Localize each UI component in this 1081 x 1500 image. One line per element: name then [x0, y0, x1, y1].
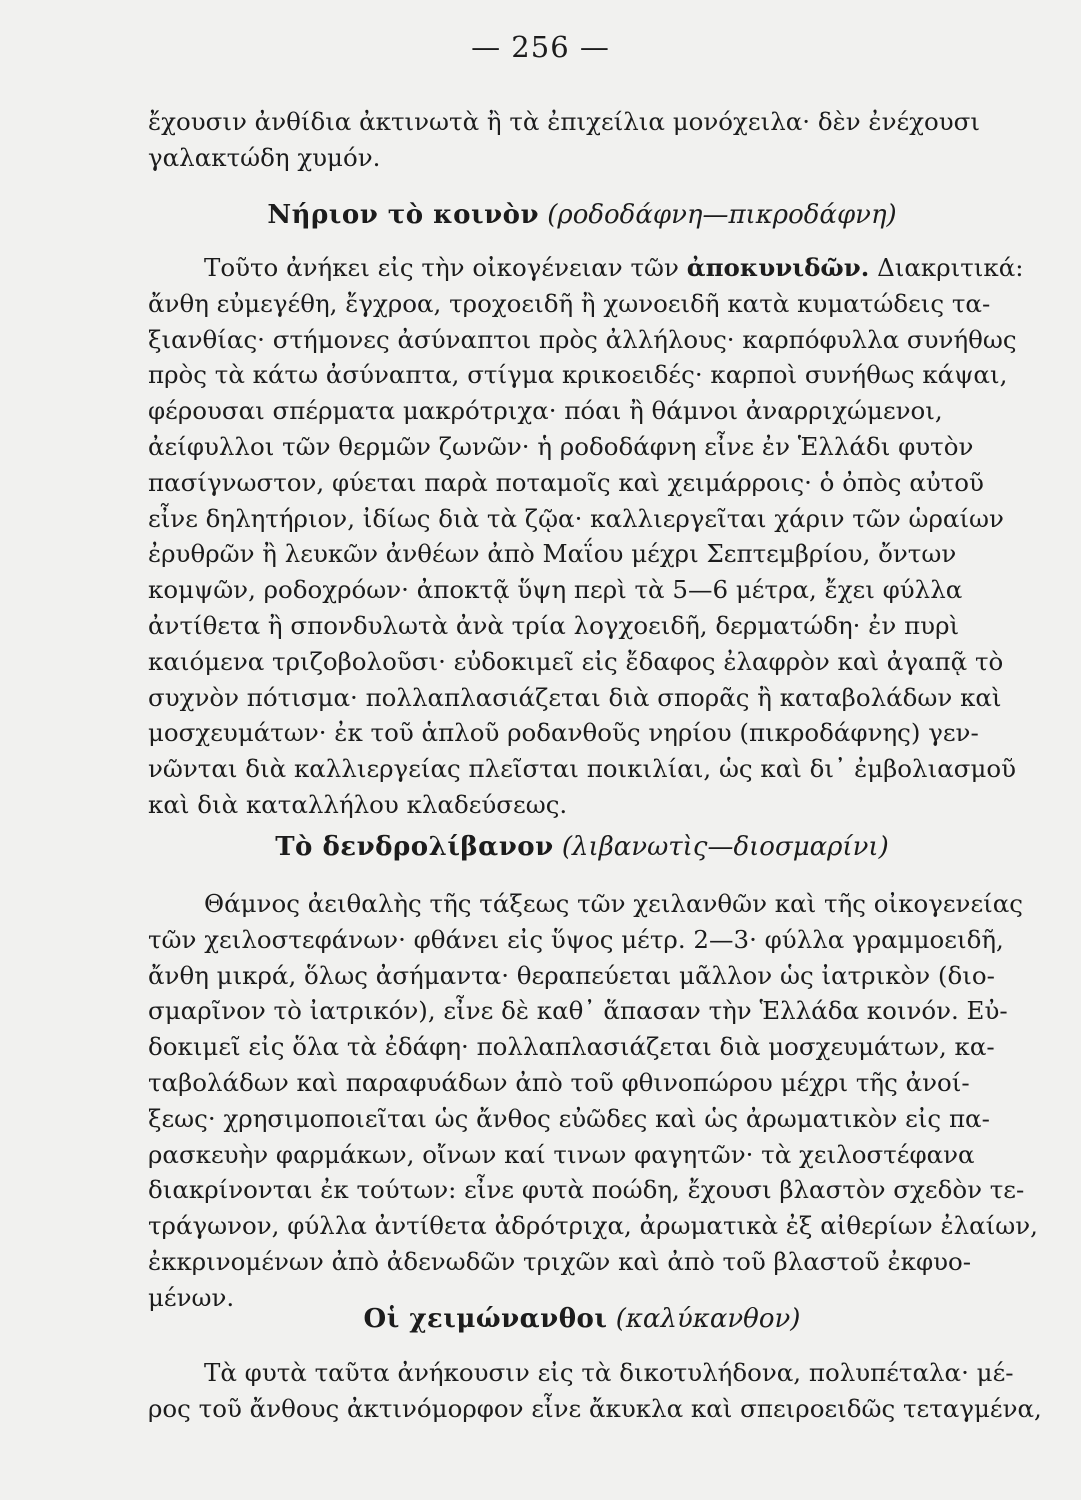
nerium-paragraph [148, 250, 1024, 823]
text-fragment: Διακριτικά: [877, 253, 1024, 282]
text-line: ἀείφυλλοι τῶν θερμῶν ζωνῶν· ἡ ροδοδάφνη εἶνε ἐν Ἑλλάδι φυτὸν [148, 431, 974, 461]
rosemary-paragraph [148, 886, 1038, 1316]
text-line: γαλακτώδη χυμόν. [148, 142, 381, 172]
text-line: δοκιμεῖ εἰς ὅλα τὰ ἐδάφη· πολλαπλασιάζεται διὰ μοσχευμάτων, κα- [148, 1032, 995, 1062]
text-line: καὶ διὰ καταλλήλου κλαδεύσεως. [148, 789, 568, 819]
heading-subtitle: (ροδοδάφνη—πικροδάφνη) [547, 200, 897, 230]
page-number: — 256 — [471, 30, 610, 64]
text-line: ἐρυθρῶν ἢ λευκῶν ἀνθέων ἀπὸ Μαΐου μέχρι Σεπτεμβρίου, ὄντων [148, 539, 957, 569]
text-line: καιόμενα τριζοβολοῦσι· εὐδοκιμεῖ εἰς ἔδαφος ἐλαφρὸν καὶ ἀγαπᾷ τὸ [148, 646, 1004, 676]
text-line: Τὰ φυτὰ ταῦτα ἀνήκουσιν εἰς τὰ δικοτυλήδονα, πολυπέταλα· μέ- [204, 1358, 1014, 1387]
heading-title: Νήριον τὸ κοινὸν [267, 200, 540, 230]
text-line: τράγωνον, φύλλα ἀντίθετα ἀδρότριχα, ἀρωματικὰ ἐξ αἰθερίων ἐλαίων, [148, 1211, 1038, 1241]
text-line: συχνὸν πότισμα· πολλαπλασιάζεται διὰ σπορᾶς ἢ καταβολάδων καὶ [148, 682, 1002, 712]
heading-subtitle: (λιβανωτὶς—διοσμαρίνι) [561, 832, 889, 862]
text-line: ἀντίθετα ἢ σπονδυλωτὰ ἀνὰ τρία λογχοειδῆ, δερματώδη· ἐν πυρὶ [148, 610, 960, 640]
heading-title: Τὸ δενδρολίβανον [275, 832, 554, 862]
text-line: ρασκευὴν φαρμάκων, οἴνων καί τινων φαγητῶν· τὰ χειλοστέφανα [148, 1139, 975, 1169]
text-line: ἄνθη μικρά, ὅλως ἀσήμαντα· θεραπεύεται μᾶλλον ὡς ἰατρικὸν (διο- [148, 960, 995, 990]
section-heading-chimonanthus [148, 1304, 1016, 1334]
intro-paragraph [148, 104, 1016, 176]
text-line: διακρίνονται ἐκ τούτων: εἶνε φυτὰ ποώδη, ἔχουσι βλαστὸν σχεδὸν τε- [148, 1175, 1025, 1205]
text-fragment: Τοῦτο ἀνήκει εἰς τὴν οἰκογένειαν τῶν [204, 253, 679, 282]
heading-title: Οἱ χειμώνανθοι [363, 1304, 608, 1334]
text-line: ρος τοῦ ἄνθους ἀκτινόμορφον εἶνε ἄκυκλα καὶ σπειροειδῶς τεταγμένα, [148, 1393, 1042, 1423]
text-line: εἶνε δηλητήριον, ἰδίως διὰ τὰ ζῷα· καλλιεργεῖται χάριν τῶν ὡραίων [148, 503, 1004, 533]
text-line: μοσχευμάτων· ἐκ τοῦ ἁπλοῦ ροδανθοῦς νηρίου (πικροδάφνης) γεν- [148, 718, 979, 748]
text-line: σμαρῖνον τὸ ἰατρικόν), εἶνε δὲ καθ᾽ ἅπασαν τὴν Ἑλλάδα κοινόν. Εὐ- [148, 996, 1008, 1026]
chimonanthus-paragraph [148, 1355, 1042, 1427]
text-line: ταβολάδων καὶ παραφυάδων ἀπὸ τοῦ φθινοπώρου μέχρι τῆς ἀνοί- [148, 1067, 970, 1097]
text-line: Θάμνος ἀειθαλὴς τῆς τάξεως τῶν χειλανθῶν καὶ τῆς οἰκογενείας [204, 889, 1024, 918]
text-line: τῶν χειλοστεφάνων· φθάνει εἰς ὕψος μέτρ. 2—3· φύλλα γραμμοειδῆ, [148, 924, 1004, 954]
text-line: ἄνθη εὐμεγέθη, ἔγχροα, τροχοειδῆ ἢ χωνοειδῆ κατὰ κυματώδεις τα- [148, 288, 991, 318]
text-line: πασίγνωστον, φύεται παρὰ ποταμοῖς καὶ χειμάρροις· ὁ ὀπὸς αὐτοῦ [148, 467, 984, 497]
text-line: πρὸς τὰ κάτω ἀσύναπτα, στίγμα κρικοειδές· καρποὶ συνήθως κάψαι, [148, 360, 1008, 390]
section-heading-rosemary [148, 832, 1016, 862]
text-line: ξεως· χρησιμοποιεῖται ὡς ἄνθος εὐῶδες καὶ ὡς ἀρωματικὸν εἰς πα- [148, 1103, 990, 1133]
emphasized-term: ἀποκυνιδῶν. [686, 253, 870, 282]
text-line: μένων. [148, 1282, 235, 1312]
text-line: φέρουσαι σπέρματα μακρότριχα· πόαι ἢ θάμνοι ἀναρριχώμενοι, [148, 396, 943, 426]
text-line [148, 250, 1024, 286]
text-line: ξιανθίας· στήμονες ἀσύναπτοι πρὸς ἀλλήλους· καρπόφυλλα συνήθως [148, 324, 1017, 354]
section-heading-nerium [148, 200, 1016, 230]
text-line: ἔχουσιν ἀνθίδια ἀκτινωτὰ ἢ τὰ ἐπιχείλια μονόχειλα· δὲν ἐνέχουσι [148, 107, 980, 136]
text-line: ἐκκρινομένων ἀπὸ ἀδενωδῶν τριχῶν καὶ ἀπὸ τοῦ βλαστοῦ ἐκφυο- [148, 1246, 972, 1276]
text-line: κομψῶν, ροδοχρόων· ἀποκτᾷ ὕψη περὶ τὰ 5—6 μέτρα, ἔχει φύλλα [148, 575, 963, 605]
text-line: νῶνται διὰ καλλιεργείας πλεῖσται ποικιλίαι, ὡς καὶ δι᾽ ἐμβολιασμοῦ [148, 754, 1017, 784]
heading-subtitle: (καλύκανθον) [615, 1304, 801, 1334]
